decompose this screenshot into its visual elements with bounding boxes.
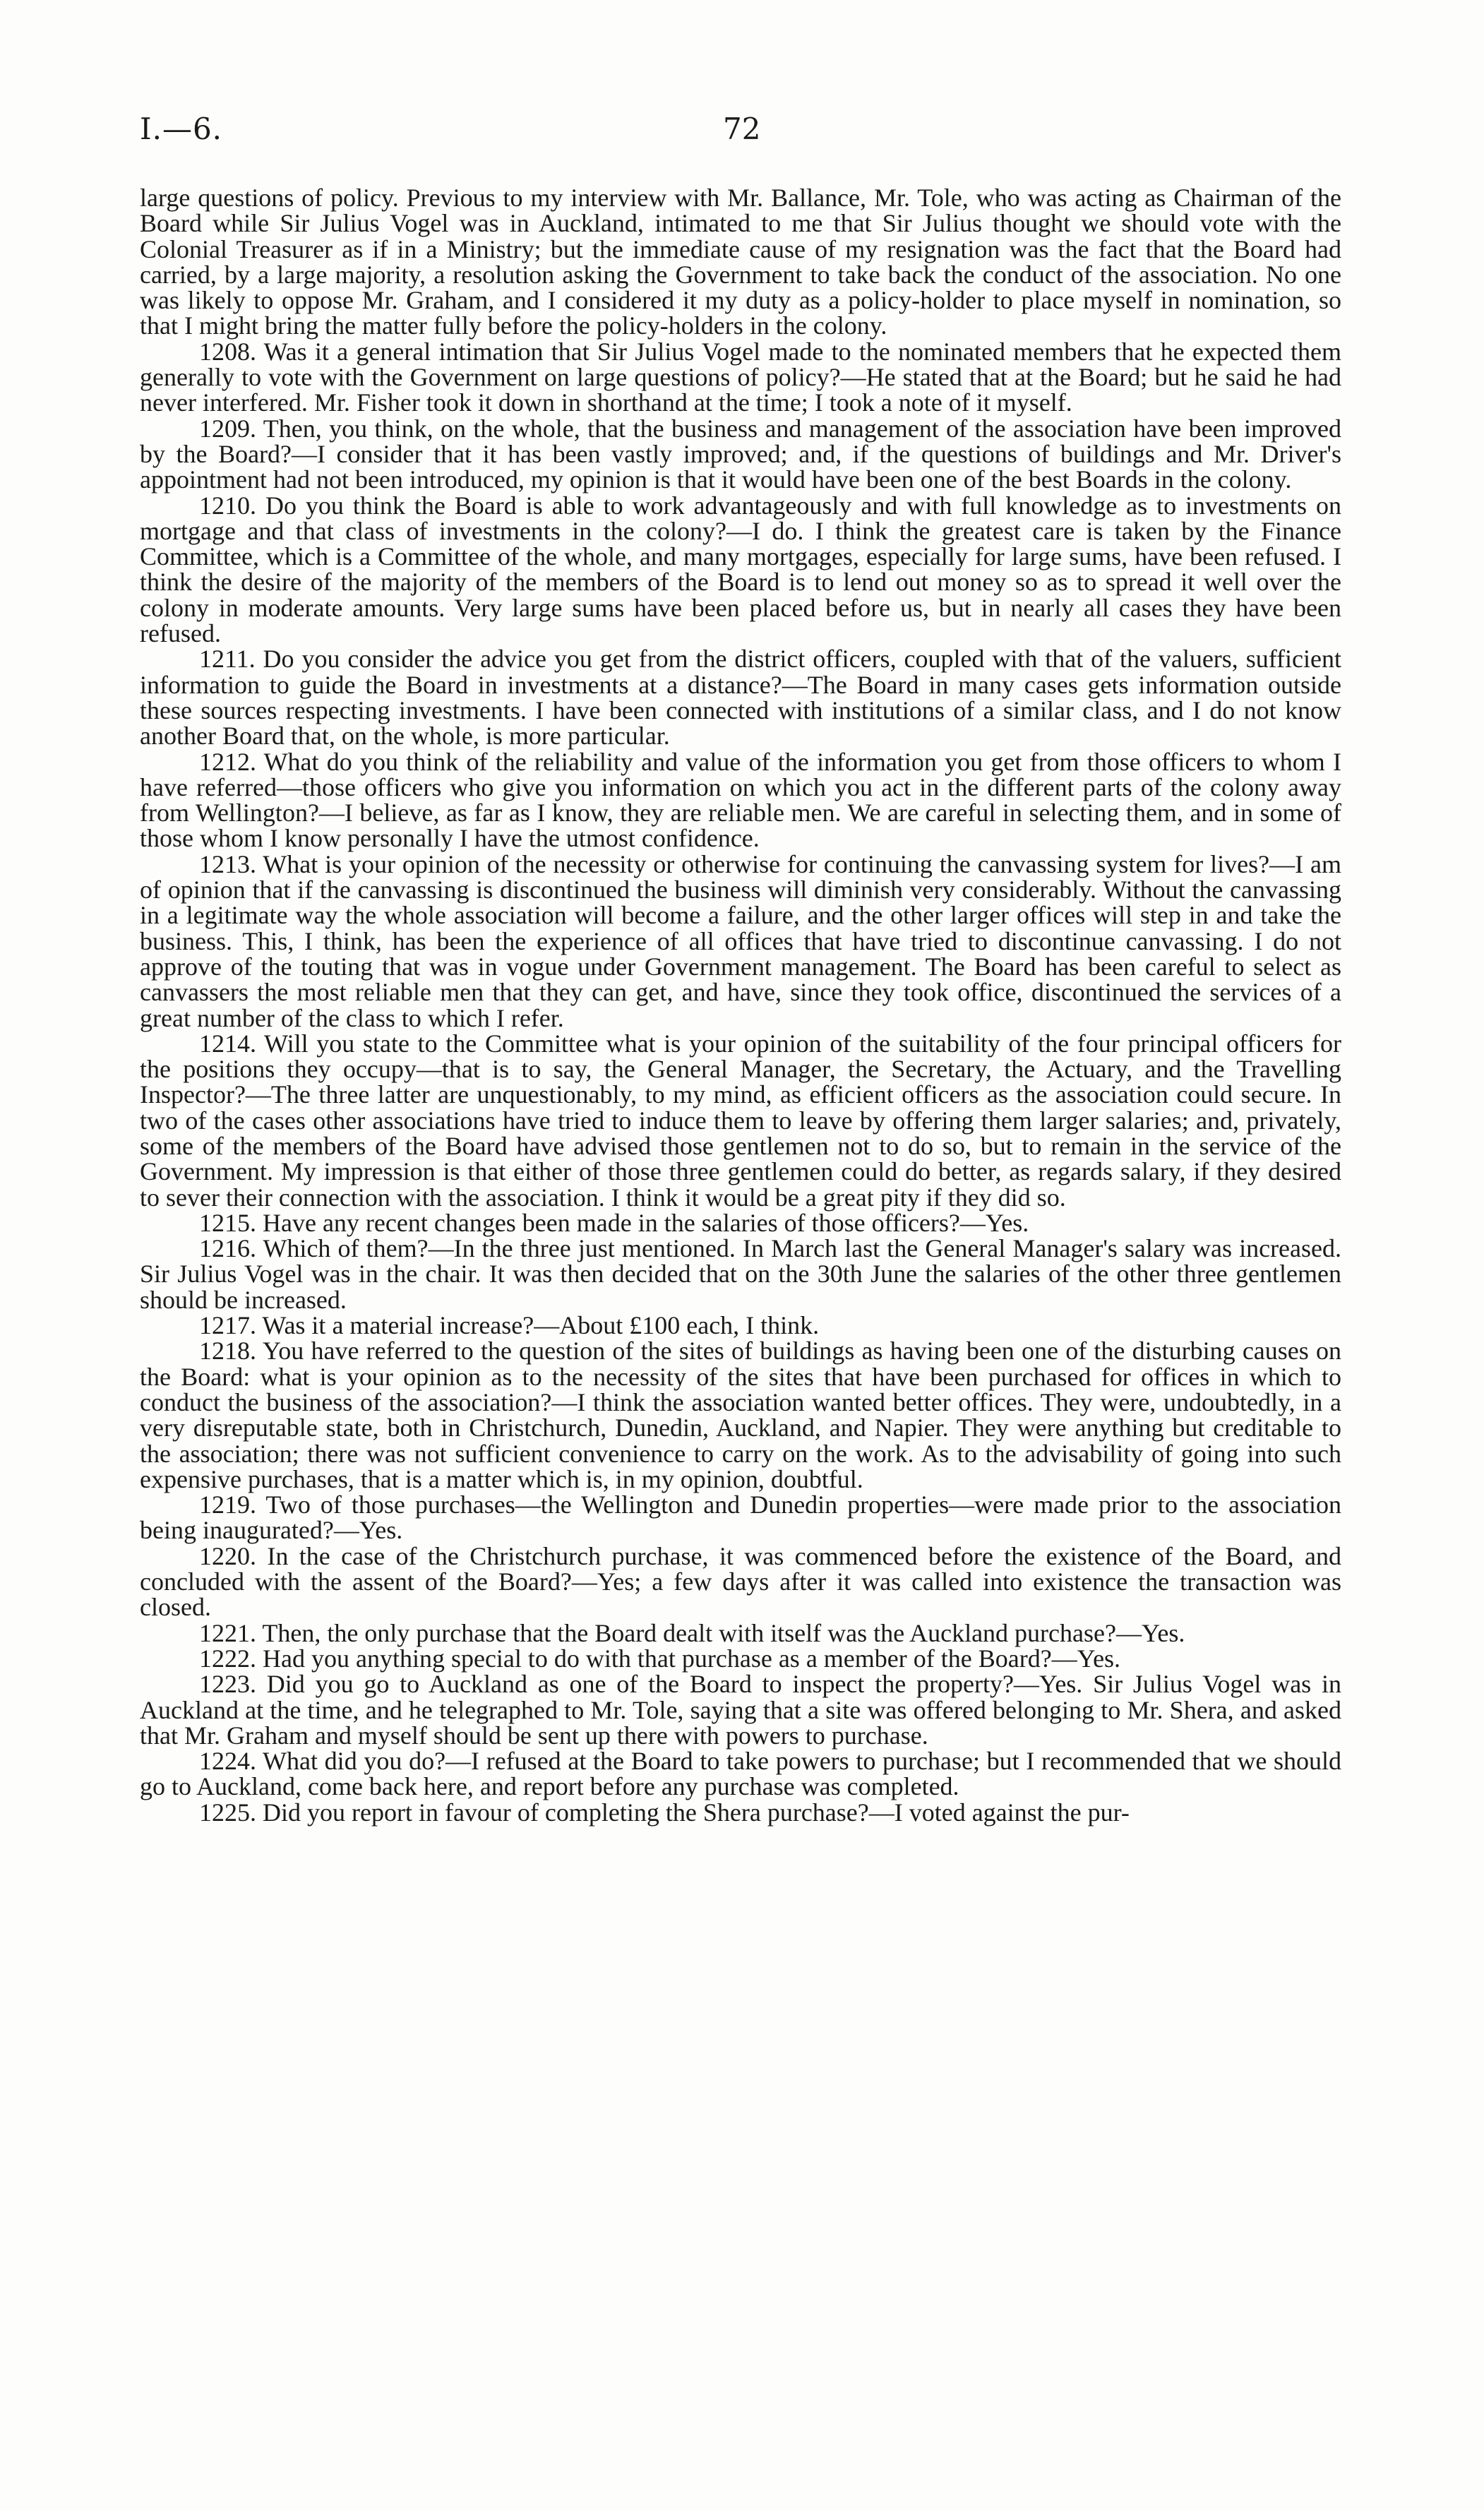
- question-1225: 1225. Did you report in favour of completing the Shera purchase?—I voted against the pur-: [199, 1798, 1130, 1827]
- question-1211: 1211. Do you consider the advice you get from the district officers, coupled with that of the valuers, sufficient information to guide the Board in investments at a distance?—The Board in many cases gets information outside these sources respecting investments. I have been connected with institutions of a similar class, and I do not know another Board that, on the whole, is more particular.: [140, 645, 1341, 751]
- question-1217: 1217. Was it a material increase?—About £100 each, I think.: [199, 1311, 820, 1340]
- document-reference: I.—6.: [140, 112, 223, 146]
- paragraph-continuation: large questions of policy. Previous to my interview with Mr. Ballance, Mr. Tole, who was acting as Chairman of the Board while Sir Julius Vogel was in Auckland, intimated to me that Sir Julius thought we should vote with the Colonial Treasurer as if in a Ministry; but the immediate cause of my resignation was the fact that the Board had carried, by a large majority, a resolution asking the Government to take back the conduct of the association. No one was likely to oppose Mr. Graham, and I considered it my duty as a policy-holder to place myself in nomination, so that I might bring the matter fully before the policy-holders in the colony.: [140, 184, 1341, 340]
- question-1216: 1216. Which of them?—In the three just mentioned. In March last the General Manager's salary was increased. Sir Julius Vogel was in the chair. It was then decided that on the 30th June the salaries of the other three gentlemen should be increased.: [140, 1234, 1341, 1314]
- question-1208: 1208. Was it a general intimation that Sir Julius Vogel made to the nominated members that he expected them generally to vote with the Government on large questions of policy?—He stated that at the Board; but he said he had never interfered. Mr. Fisher took it down in shorthand at the time; I took a note of it myself.: [140, 337, 1341, 417]
- question-1214: 1214. Will you state to the Committee what is your opinion of the suitability of the four principal officers for the positions they occupy—that is to say, the General Manager, the Secretary, the Actuary, and the Travelling Inspector?—The three latter are unquestionably, to my mind, as efficient officers as the association could secure. In two of the cases other associations have tried to induce them to leave by offering them larger salaries; and, privately, some of the members of the Board have advised those gentlemen not to do so, but to remain in the service of the Government. My impression is that either of those three gentlemen could do better, as regards salary, if they desired to sever their connection with the association. I think it would be a great pity if they did so.: [140, 1029, 1341, 1212]
- question-1218: 1218. You have referred to the question of the sites of buildings as having been one of the disturbing causes on the Board: what is your opinion as to the necessity of the sites that have been purchased for offices in which to conduct the business of the association?—I think the association wanted better offices. They were, undoubtedly, in a very disreputable state, both in Christchurch, Dunedin, Auckland, and Napier. They were anything but creditable to the association; there was not sufficient convenience to carry on the work. As to the advisability of going into such expensive purchases, that is a matter which is, in my opinion, doubtful.: [140, 1337, 1341, 1493]
- question-1224: 1224. What did you do?—I refused at the Board to take powers to purchase; but I recommended that we should go to Auckland, come back here, and report before any purchase was completed.: [140, 1747, 1341, 1801]
- question-1212: 1212. What do you think of the reliability and value of the information you get from those officers to whom I have referred—those officers who give you information on which you act in the different parts of the colony away from Wellington?—I believe, as far as I know, they are reliable men. We are careful in selecting them, and in some of those whom I know personally I have the utmost confidence.: [140, 747, 1341, 853]
- question-1209: 1209. Then, you think, on the whole, that the business and management of the association have been improved by the Board?—I consider that it has been vastly improved; and, if the questions of buildings and Mr. Driver's appointment had not been introduced, my opinion is that it would have been one of the best Boards in the colony.: [140, 414, 1341, 494]
- question-1221: 1221. Then, the only purchase that the Board dealt with itself was the Auckland purchase?—Yes.: [199, 1618, 1185, 1647]
- question-1215: 1215. Have any recent changes been made in the salaries of those officers?—Yes.: [199, 1208, 1029, 1237]
- question-1223: 1223. Did you go to Auckland as one of the Board to inspect the property?—Yes. Sir Julius Vogel was in Auckland at the time, and he telegraphed to Mr. Tole, saying that a site was offered belonging to Mr. Shera, and asked that Mr. Graham and myself should be sent up there with powers to purchase.: [140, 1670, 1341, 1750]
- question-1222: 1222. Had you anything special to do with that purchase as a member of the Board?—Yes.: [199, 1644, 1121, 1673]
- page-body: [140, 185, 1341, 1825]
- question-1213: 1213. What is your opinion of the necessity or otherwise for continuing the canvassing system for lives?—I am of opinion that if the canvassing is discontinued the business will diminish very considerably. Without the canvassing in a legitimate way the whole association will become a failure, and the other larger offices will step in and take the business. This, I think, has been the experience of all offices that have tried to discontinue canvassing. I do not approve of the touting that was in vogue under Government management. The Board has been careful to select as canvassers the most reliable men that they can get, and have, since they took office, discontinued the services of a great number of the class to which I refer.: [140, 849, 1341, 1032]
- question-1219: 1219. Two of those purchases—the Wellington and Dunedin properties—were made prior to the association being inaugurated?—Yes.: [140, 1490, 1341, 1545]
- question-1210: 1210. Do you think the Board is able to work advantageously and with full knowledge as to investments on mortgage and that class of investments in the colony?—I do. I think the greatest care is taken by the Finance Committee, which is a Committee of the whole, and many mortgages, especially for large sums, have been refused. I think the desire of the majority of the members of the Board is to lend out money so as to spread it well over the colony in moderate amounts. Very large sums have been placed before us, but in nearly all cases they have been refused.: [140, 491, 1341, 648]
- question-1220: 1220. In the case of the Christchurch purchase, it was commenced before the existence of the Board, and concluded with the assent of the Board?—Yes; a few days after it was called into existence the transaction was closed.: [140, 1541, 1341, 1622]
- page-header: [140, 112, 1340, 161]
- page-number: 72: [723, 112, 761, 146]
